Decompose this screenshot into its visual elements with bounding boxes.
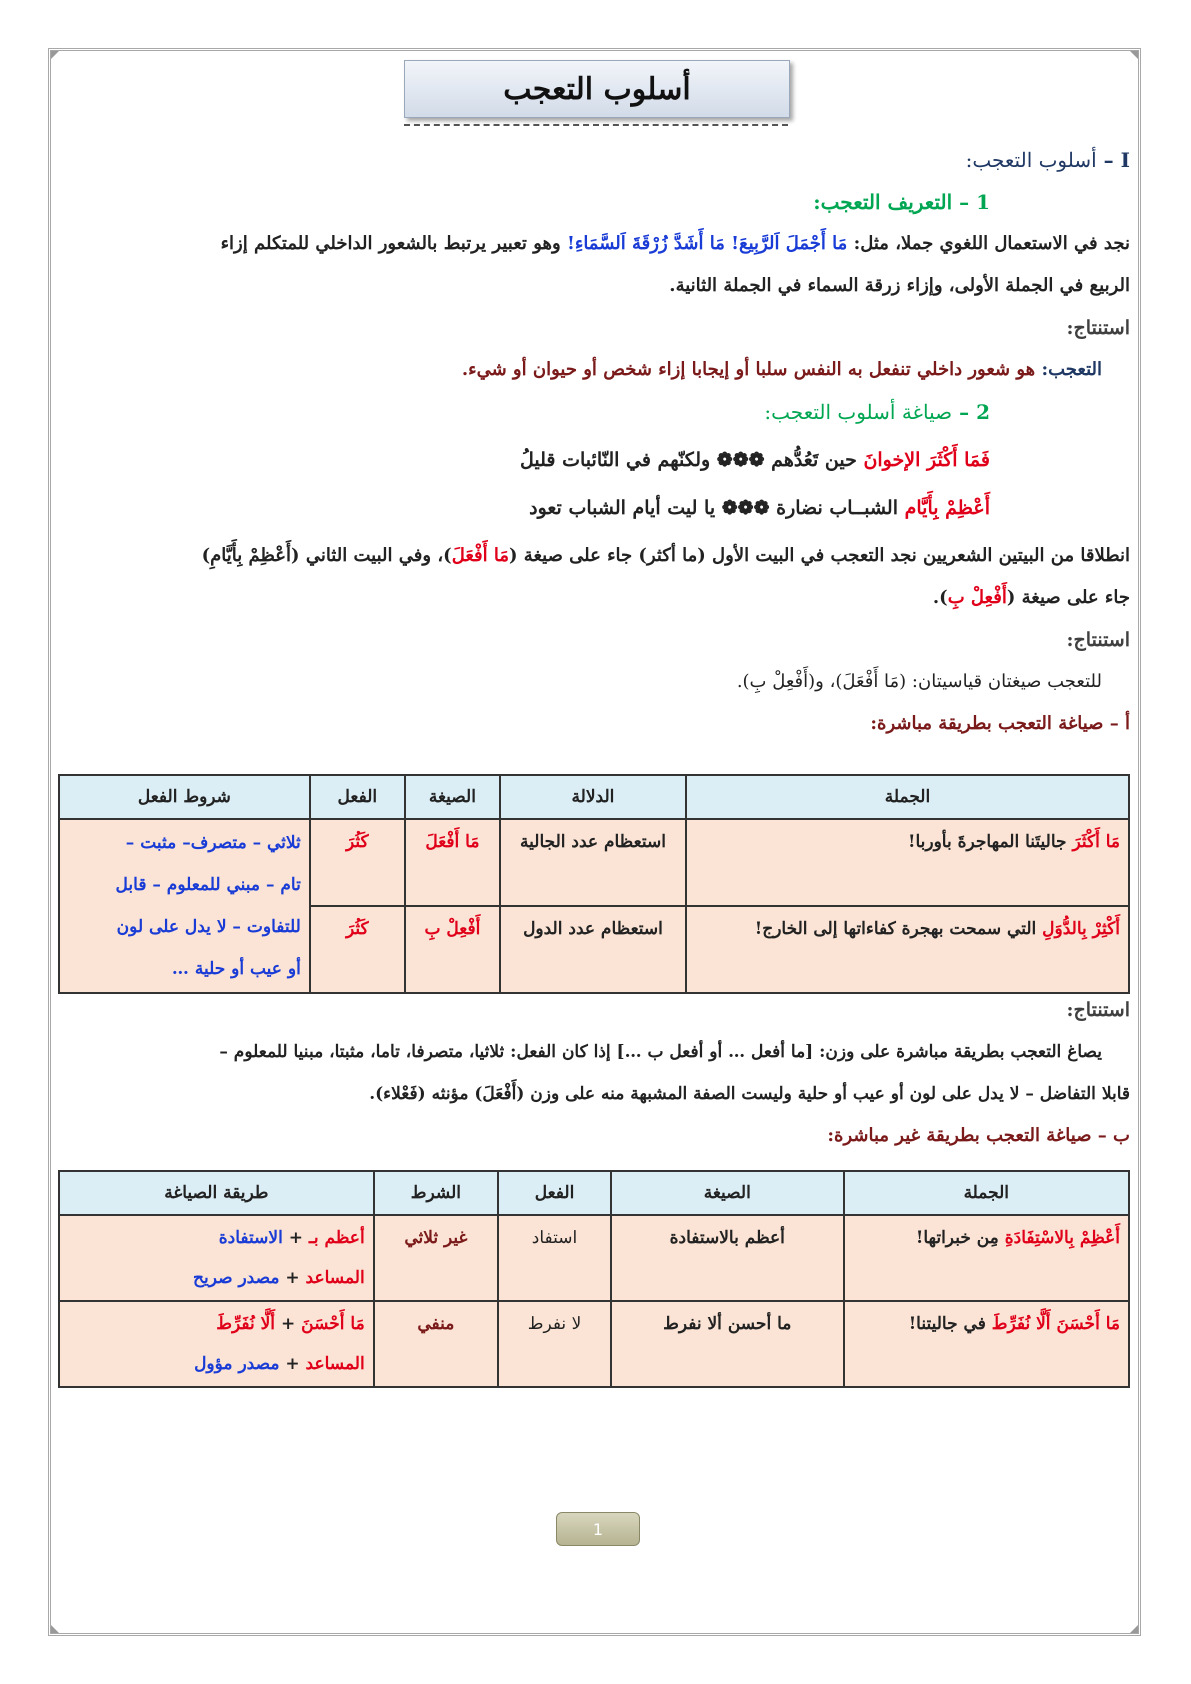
condition-line: ثلاثي – متصرف– مثبت – [125, 833, 301, 853]
form-number: 2 – [959, 400, 990, 424]
column-header: الجملة [844, 1171, 1129, 1215]
form-cell: ما أحسن ألا نفرط [611, 1301, 844, 1387]
condition-cell: منفي [374, 1301, 498, 1387]
column-header: الصيغة [405, 775, 500, 819]
table-direct-form [58, 774, 1130, 994]
ornament-icon: ❁❁❁ [721, 497, 770, 519]
sentence-cell [844, 1301, 1129, 1387]
method-line [68, 1218, 365, 1258]
verse-text: حين تَعُدُّهم [771, 449, 857, 471]
verb-cell: كَثُرَ [310, 819, 405, 906]
conditions-cell [59, 819, 310, 993]
method-part: أعظم بـ [308, 1228, 365, 1248]
conclusion-label: استنتاج: [1066, 999, 1130, 1021]
highlight: مَا أَحْسَنَ أَلَّا نُفَرِّطَ [991, 1314, 1120, 1334]
method-cell [59, 1215, 374, 1301]
example: مَا أَجْمَلَ اَلرَّبِيعَ! [731, 233, 848, 254]
page-number: 1 [592, 1519, 604, 1539]
method-line [68, 1258, 365, 1298]
corner-ornament [51, 51, 59, 59]
condition-line: للتفاوت – لا يدل على لون [116, 917, 301, 937]
definition-text [60, 350, 1102, 390]
verse-2 [60, 488, 990, 528]
form-example: أَفْعِلْ بِ [947, 587, 1007, 608]
text: التي سمحت بهجرة كفاءاتها إلى الخارج! [754, 919, 1037, 939]
column-header: الدلالة [500, 775, 686, 819]
text: جاء على صيغة ( [1006, 587, 1130, 608]
form-heading [60, 392, 990, 432]
table-indirect-form [58, 1170, 1130, 1388]
method-part: مصدر مؤول [194, 1354, 280, 1374]
table-row [59, 819, 1129, 906]
condition-line: تام – مبني للمعلوم – قابل [115, 875, 301, 895]
highlight: أَكْثِرْ بِالدُّوَلِ [1042, 919, 1120, 939]
verb-cell: استفاد [498, 1215, 611, 1301]
column-header: الشرط [374, 1171, 498, 1215]
plus-sign: + [282, 1228, 309, 1248]
verse-highlight: أَعْظِمْ بِأَيَّام [904, 497, 990, 519]
method-cell [59, 1301, 374, 1387]
text: انطلاقا من البيتين الشعريين نجد التعجب في البيت الأول (ما أكثر) جاء على صيغة ( [509, 545, 1130, 566]
term: التعجب: [1041, 359, 1102, 380]
text: في جاليتنا! [908, 1314, 986, 1334]
form-cell: مَا أَفْعَلَ [405, 819, 500, 906]
verse-text: يا ليت أيام الشباب تعود [529, 497, 716, 519]
section-b-heading: ب – صياغة التعجب بطريقة غير مباشرة: [827, 1125, 1130, 1146]
text: ) [201, 545, 211, 566]
corner-ornament [51, 1625, 59, 1633]
section-heading [60, 140, 1130, 180]
page-number-badge [556, 1512, 640, 1546]
method-part: أَلَّا نُفَرِّطَ [216, 1314, 276, 1334]
method-part: المساعد [305, 1268, 365, 1288]
corner-ornament [1130, 51, 1138, 59]
text: نجد في الاستعمال اللغوي جملا، مثل: [853, 233, 1130, 254]
column-header: الفعل [498, 1171, 611, 1215]
title-underline [404, 124, 788, 126]
conclusion-label: استنتاج: [1066, 629, 1130, 651]
form-example: مَا أَفْعَلَ [451, 545, 510, 566]
plus-sign: + [279, 1354, 306, 1374]
form-cell: أعظم بالاستفادة [611, 1215, 844, 1301]
column-header: الجملة [686, 775, 1129, 819]
table-header-row [59, 1171, 1129, 1215]
plus-sign: + [279, 1268, 306, 1288]
form-label: صياغة أسلوب التعجب: [764, 400, 953, 424]
table-row [59, 1215, 1129, 1301]
condition-line: أو عيب أو حلية … [171, 959, 301, 979]
verse-1 [60, 440, 990, 480]
verse-text: ولكنّهم في النّائبات قليلُ [520, 449, 711, 471]
meaning-cell: استعظام عدد الدول [500, 906, 686, 993]
method-line [68, 1344, 365, 1384]
definition-number: 1 – [959, 190, 990, 214]
column-header: الفعل [310, 775, 405, 819]
section-label: أسلوب التعجب: [965, 148, 1097, 172]
column-header: طريقة الصياغة [59, 1171, 374, 1215]
method-part: الاستفادة [218, 1228, 283, 1248]
text: )، وفي البيت الثاني ( [291, 545, 452, 566]
section-number: I – [1103, 148, 1130, 172]
definition-heading [60, 182, 990, 222]
column-header: شروط الفعل [59, 775, 310, 819]
section-a-heading: أ – صياغة التعجب بطريقة مباشرة: [870, 713, 1130, 734]
ornament-icon: ❁❁❁ [716, 449, 765, 471]
verse-highlight: فَمَا أَكْثَرَ الإخوانَ [863, 449, 990, 471]
method-line [68, 1304, 365, 1344]
condition-cell: غير ثلاثي [374, 1215, 498, 1301]
meaning-cell: استعظام عدد الجالية [500, 819, 686, 906]
sentence-cell [686, 906, 1129, 993]
verb-cell: كَثُرَ [310, 906, 405, 993]
sentence-cell [686, 819, 1129, 906]
sentence-cell [844, 1215, 1129, 1301]
highlight: مَا أَكْثَرَ [1072, 832, 1120, 852]
rule-1: للتعجب صيغتان قياسيتان: (مَا أَفْعَلَ)، و(أَفْعِلْ بِ). [736, 671, 1102, 692]
text: وهو تعبير يرتبط بالشعور الداخلي للمتكلم إزاء [220, 233, 561, 254]
method-part: مصدر صريح [193, 1268, 280, 1288]
text: جاليتَنا المهاجرةَ بأوربا! [908, 832, 1067, 852]
text: مِن خبراتها! [915, 1228, 999, 1248]
page-title: أسلوب التعجب [503, 71, 691, 107]
example: مَا أَشَدَّ زُرْقَةَ اَلسَّمَاءِ! [566, 233, 725, 254]
method-part: مَا أَحْسَنَ [301, 1314, 365, 1334]
paragraph-2-line-1 [60, 536, 1130, 576]
rule-2-line-2: قابلا التفاضل – لا يدل على لون أو عيب أو حلية وليست الصفة المشبهة منه على وزن (أَفْعَلَ) مؤنثه (فَعْلاء). [369, 1084, 1130, 1104]
page-title-box [404, 60, 790, 118]
column-header: الصيغة [611, 1171, 844, 1215]
definition-label: التعريف التعجب: [813, 190, 953, 214]
rule-2-line-1: يصاغ التعجب بطريقة مباشرة على وزن: [ما أفعل … أو أفعل ب …] إذا كان الفعل: ثلاثيا، متصرفا، تاما، مثبتا، مبنيا للمعلوم – [219, 1042, 1102, 1062]
method-part: المساعد [305, 1354, 365, 1374]
verse-text: الشبــاب نضارة [776, 497, 898, 519]
paragraph-2-line-2 [60, 578, 1130, 618]
conclusion-label: استنتاج: [1066, 317, 1130, 339]
text: ). [932, 587, 948, 608]
form-example: أَعْظِمْ بِأَيَّامِ [210, 545, 292, 566]
plus-sign: + [275, 1314, 302, 1334]
text: هو شعور داخلي تنفعل به النفس سلبا أو إيجابا إزاء شخص أو حيوان أو شيء. [461, 359, 1036, 380]
paragraph-1-line-1 [60, 224, 1130, 264]
corner-ornament [1130, 1625, 1138, 1633]
paragraph-1-line-2: الربيع في الجملة الأولى، وإزاء زرقة السماء في الجملة الثانية. [669, 275, 1130, 296]
highlight: أَعْظِمْ بِالاسْتِفَادَةِ [1004, 1228, 1120, 1248]
table-row [59, 1301, 1129, 1387]
verb-cell: لا نفرط [498, 1301, 611, 1387]
form-cell: أَفْعِلْ بِ [405, 906, 500, 993]
table-header-row [59, 775, 1129, 819]
